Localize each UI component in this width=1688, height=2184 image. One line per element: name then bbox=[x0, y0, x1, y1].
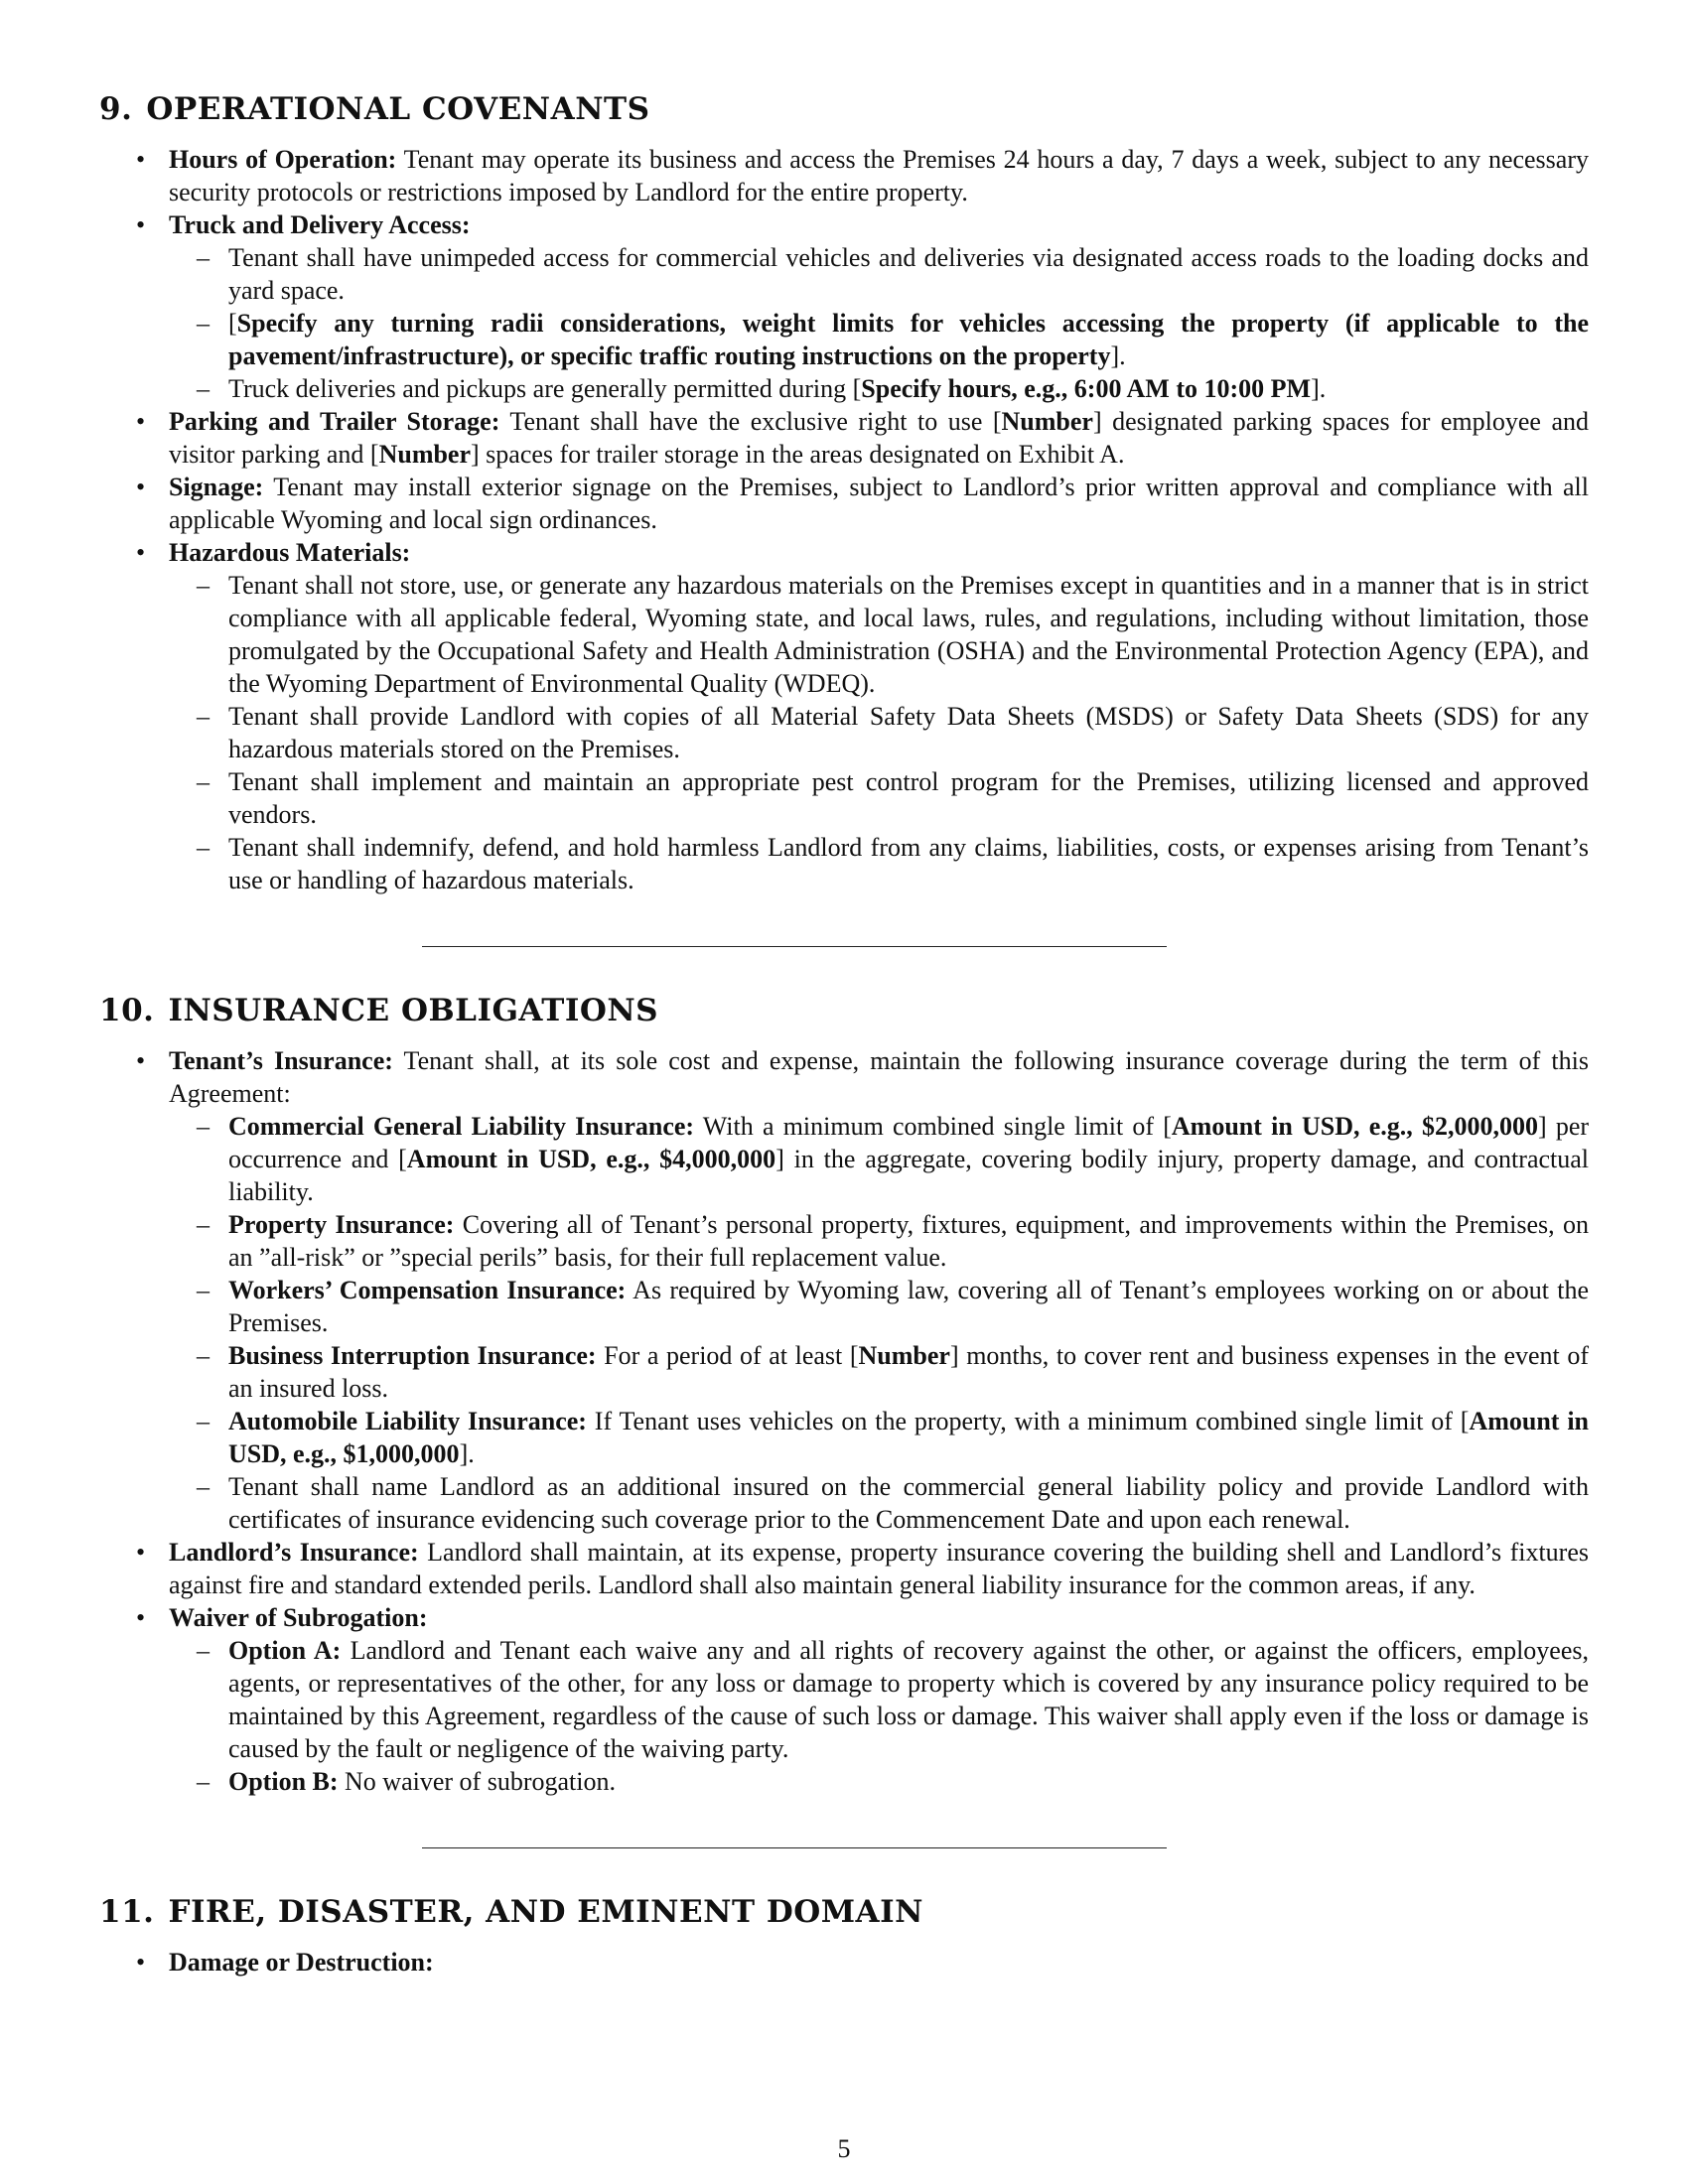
tenant-insurance-sublist bbox=[169, 1110, 1589, 1536]
section-title: OPERATIONAL COVENANTS bbox=[146, 91, 650, 127]
list-item-signage bbox=[99, 471, 1589, 536]
dash-icon: – bbox=[197, 374, 210, 403]
item-label: Tenant’s Insurance: bbox=[169, 1046, 393, 1075]
dash-icon: – bbox=[197, 571, 210, 600]
sub-item-text: Tenant shall name Landlord as an additional insured on the commercial general liability policy and provide Landlord with certificates of insurance evidencing such coverage prior to the Commencement Date and upon each renewal. bbox=[228, 1472, 1589, 1534]
document-page bbox=[99, 89, 1589, 1979]
dash-icon: – bbox=[197, 1276, 210, 1304]
dash-icon: – bbox=[197, 1210, 210, 1239]
item-label: Landlord’s Insurance: bbox=[169, 1538, 419, 1567]
item-text: ] spaces for trailer storage in the areas designated on Exhibit A. bbox=[471, 440, 1125, 469]
placeholder-text: Number bbox=[858, 1341, 950, 1370]
sub-item-text: Covering all of Tenant’s personal property, fixtures, equipment, and improvements within the Premises, on an ”all-risk” or ”special perils” basis, for their full replacement value. bbox=[228, 1210, 1590, 1272]
section-11-list bbox=[99, 1946, 1589, 1979]
sub-item bbox=[169, 765, 1589, 831]
sub-item bbox=[169, 241, 1589, 307]
bracket-close: ]. bbox=[1110, 341, 1126, 370]
item-text: Tenant shall have the exclusive right to use [ bbox=[499, 407, 1002, 436]
placeholder-text: Amount in USD, e.g., $2,000,000 bbox=[1171, 1112, 1538, 1141]
item-text: Tenant may install exterior signage on the Premises, subject to Landlord’s prior written approval and compliance with all applicable Wyoming and local sign ordinances. bbox=[169, 473, 1589, 534]
bullet-icon: • bbox=[136, 407, 146, 436]
list-item-hazardous bbox=[99, 536, 1589, 896]
sub-item-label: Property Insurance: bbox=[228, 1210, 455, 1239]
placeholder-text: Specify any turning radii considerations, weight limits for vehicles accessing the property (if applicable to the pavement/infrastructure), or specific traffic routing instructions on the property bbox=[228, 309, 1589, 370]
bullet-icon: • bbox=[136, 1603, 146, 1632]
sub-item bbox=[169, 700, 1589, 765]
sub-item bbox=[169, 307, 1589, 372]
dash-icon: – bbox=[197, 833, 210, 862]
sub-item-text: For a period of at least [ bbox=[596, 1341, 859, 1370]
sub-item bbox=[169, 1765, 1589, 1798]
item-label: Hours of Operation: bbox=[169, 145, 397, 174]
item-label: Parking and Trailer Storage: bbox=[169, 407, 500, 436]
list-item-tenant-insurance bbox=[99, 1044, 1589, 1536]
list-item-damage bbox=[99, 1946, 1589, 1979]
bullet-icon: • bbox=[136, 1538, 146, 1567]
sub-item-text: Tenant shall provide Landlord with copies of all Material Safety Data Sheets (MSDS) or Safety Data Sheets (SDS) for any hazardous materials stored on the Premises. bbox=[228, 702, 1589, 763]
bracket-open: [ bbox=[228, 309, 237, 338]
list-item-hours bbox=[99, 143, 1589, 208]
dash-icon: – bbox=[197, 1636, 210, 1665]
dash-icon: – bbox=[197, 243, 210, 272]
bullet-icon: • bbox=[136, 145, 146, 174]
section-number: 9. bbox=[99, 91, 133, 127]
sub-item-text: Tenant shall implement and maintain an appropriate pest control program for the Premises, utilizing licensed and approved vendors. bbox=[228, 767, 1589, 829]
dash-icon: – bbox=[197, 1112, 210, 1141]
sub-item bbox=[169, 569, 1589, 700]
sub-item-text: Tenant shall have unimpeded access for commercial vehicles and deliveries via designated access roads to the loading docks and yard space. bbox=[228, 243, 1589, 305]
sub-item bbox=[169, 831, 1589, 896]
sub-item-label: Commercial General Liability Insurance: bbox=[228, 1112, 695, 1141]
sub-item-label: Option A: bbox=[228, 1636, 342, 1665]
sub-item-text: No waiver of subrogation. bbox=[338, 1767, 616, 1796]
page-number: 5 bbox=[837, 2134, 851, 2163]
item-label: Signage: bbox=[169, 473, 264, 501]
sub-item-text: ]. bbox=[1311, 374, 1327, 403]
sub-item-label: Workers’ Compensation Insurance: bbox=[228, 1276, 627, 1304]
hazard-sublist bbox=[169, 569, 1589, 896]
list-item-waiver bbox=[99, 1601, 1589, 1798]
list-item-parking bbox=[99, 405, 1589, 471]
bullet-icon: • bbox=[136, 473, 146, 501]
dash-icon: – bbox=[197, 1341, 210, 1370]
bullet-icon: • bbox=[136, 538, 146, 567]
section-divider bbox=[422, 1847, 1167, 1848]
item-label: Truck and Delivery Access: bbox=[169, 210, 471, 239]
sub-item-text: ] in the aggregate, covering bodily injury, property damage, and contractual liability. bbox=[228, 1145, 1590, 1206]
section-heading-10 bbox=[99, 991, 1589, 1030]
sub-item-text: With a minimum combined single limit of [ bbox=[694, 1112, 1172, 1141]
sub-item-text: Tenant shall indemnify, defend, and hold harmless Landlord from any claims, liabilities, costs, or expenses arising from Tenant’s use or handling of hazardous materials. bbox=[228, 833, 1589, 894]
section-divider bbox=[422, 946, 1167, 947]
sub-item bbox=[169, 1470, 1589, 1536]
section-number: 10. bbox=[99, 993, 155, 1028]
placeholder-text: Amount in USD, e.g., $1,000,000 bbox=[228, 1407, 1589, 1468]
sub-item-text: ]. bbox=[459, 1439, 475, 1468]
sub-item-label: Option B: bbox=[228, 1767, 339, 1796]
bullet-icon: • bbox=[136, 210, 146, 239]
dash-icon: – bbox=[197, 767, 210, 796]
waiver-sublist bbox=[169, 1634, 1589, 1798]
item-text: Tenant may operate its business and access the Premises 24 hours a day, 7 days a week, subject to any necessary security protocols or restrictions imposed by Landlord for the entire property. bbox=[169, 145, 1589, 206]
sub-item-text: ] months, to cover rent and business expenses in the event of an insured loss. bbox=[228, 1341, 1589, 1403]
section-number: 11. bbox=[99, 1894, 155, 1930]
sub-item-text: Truck deliveries and pickups are generally permitted during [ bbox=[228, 374, 862, 403]
dash-icon: – bbox=[197, 1472, 210, 1501]
bullet-icon: • bbox=[136, 1046, 146, 1075]
dash-icon: – bbox=[197, 1407, 210, 1435]
section-title: FIRE, DISASTER, AND EMINENT DOMAIN bbox=[168, 1894, 923, 1930]
sub-item bbox=[169, 1634, 1589, 1765]
list-item-landlord-insurance bbox=[99, 1536, 1589, 1601]
section-10-list bbox=[99, 1044, 1589, 1798]
item-text: ] designated parking spaces for employee and visitor parking and [ bbox=[169, 407, 1589, 469]
sub-item bbox=[169, 1208, 1589, 1274]
sub-item bbox=[169, 1274, 1589, 1339]
dash-icon: – bbox=[197, 702, 210, 731]
sub-item-text: If Tenant uses vehicles on the property, with a minimum combined single limit of [ bbox=[586, 1407, 1470, 1435]
sub-item-label: Business Interruption Insurance: bbox=[228, 1341, 597, 1370]
placeholder-text: Amount in USD, e.g., $4,000,000 bbox=[406, 1145, 776, 1173]
placeholder-text: Number bbox=[1001, 407, 1093, 436]
placeholder-text: Specify hours, e.g., 6:00 AM to 10:00 PM bbox=[861, 374, 1312, 403]
sub-item-text: Tenant shall not store, use, or generate any hazardous materials on the Premises except in quantities and in a manner that is in strict compliance with all applicable federal, Wyoming state, and local laws, rules, and regulations, including without limitation, those promulgated by the Occupational Safety and Health Administration (OSHA) and the Environmental Protection Agency (EPA), and the Wyoming Department of Environmental Quality (WDEQ). bbox=[228, 571, 1589, 698]
sub-item-text: As required by Wyoming law, covering all of Tenant’s employees working on or about the Premises. bbox=[228, 1276, 1589, 1337]
item-label: Waiver of Subrogation: bbox=[169, 1603, 428, 1632]
sub-item-label: Automobile Liability Insurance: bbox=[228, 1407, 587, 1435]
sub-item bbox=[169, 1110, 1589, 1208]
section-heading-11 bbox=[99, 1892, 1589, 1932]
sub-item bbox=[169, 1339, 1589, 1405]
list-item-truck bbox=[99, 208, 1589, 405]
sub-item bbox=[169, 372, 1589, 405]
sub-item-text: Landlord and Tenant each waive any and all rights of recovery against the other, or against the officers, employees, agents, or representatives of the other, for any loss or damage to property which is covered by any insurance policy required to be maintained by this Agreement, regardless of the cause of such loss or damage. This waiver shall apply even if the loss or damage is caused by the fault or negligence of the waiving party. bbox=[228, 1636, 1589, 1763]
dash-icon: – bbox=[197, 309, 210, 338]
item-label: Damage or Destruction: bbox=[169, 1948, 434, 1977]
item-text: Tenant shall, at its sole cost and expense, maintain the following insurance coverage during the term of this Agreement: bbox=[169, 1046, 1589, 1108]
item-text: Landlord shall maintain, at its expense, property insurance covering the building shell and Landlord’s fixtures against fire and standard extended perils. Landlord shall also maintain general liability insurance for the common areas, if any. bbox=[169, 1538, 1589, 1599]
item-label: Hazardous Materials: bbox=[169, 538, 411, 567]
sub-item-text: ] per occurrence and [ bbox=[228, 1112, 1590, 1173]
section-9-list bbox=[99, 143, 1589, 896]
sub-item bbox=[169, 1405, 1589, 1470]
dash-icon: – bbox=[197, 1767, 210, 1796]
bullet-icon: • bbox=[136, 1948, 146, 1977]
placeholder-text: Number bbox=[378, 440, 472, 469]
section-heading-9 bbox=[99, 89, 1589, 129]
truck-sublist bbox=[169, 241, 1589, 405]
section-title: INSURANCE OBLIGATIONS bbox=[168, 993, 659, 1028]
